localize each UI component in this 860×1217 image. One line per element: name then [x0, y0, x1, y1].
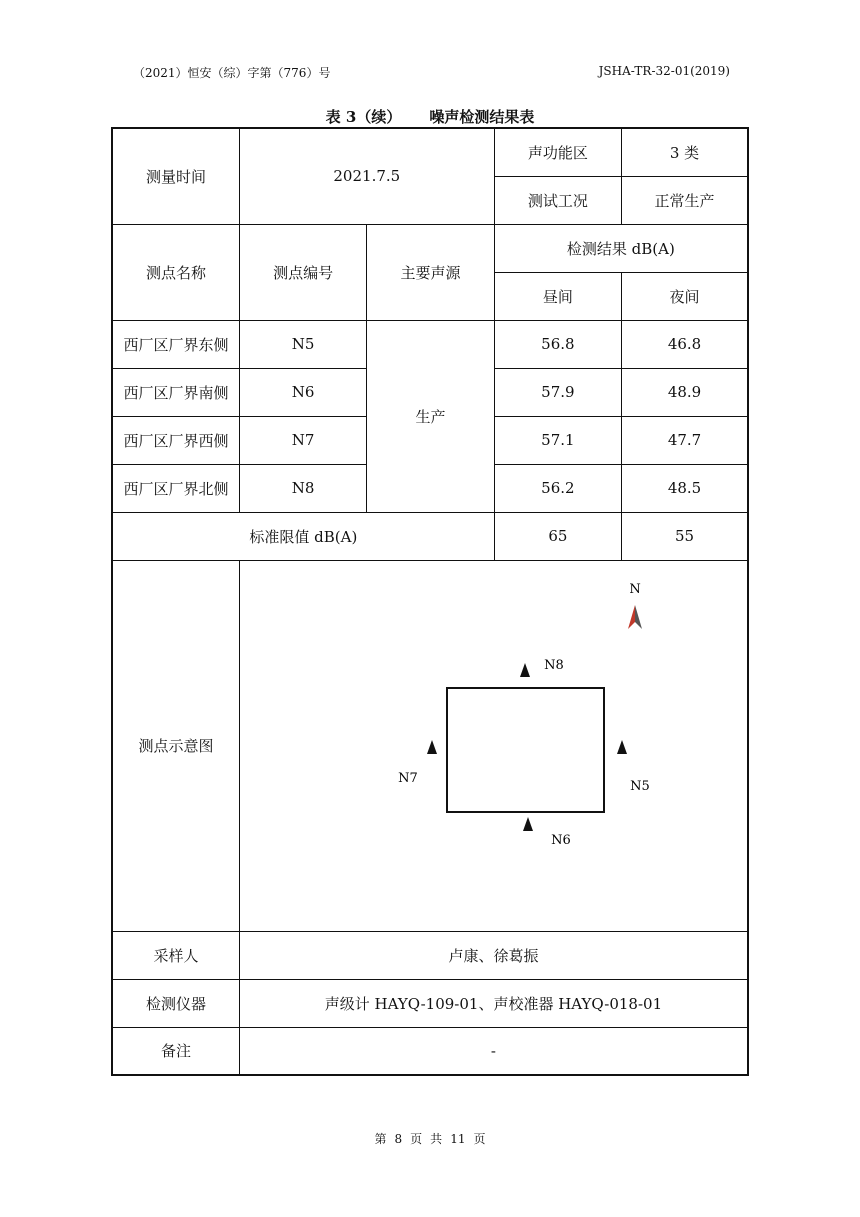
table-number: 表 3（续）: [325, 108, 402, 126]
n8-label: N8: [544, 657, 564, 673]
time-label: 测量时间: [112, 128, 239, 224]
n8-marker-icon: [520, 663, 530, 677]
point-name: 西厂区厂界西侧: [112, 416, 239, 464]
day-value: 57.1: [494, 416, 621, 464]
point-id: N7: [239, 416, 366, 464]
diagram-cell: [239, 560, 748, 931]
total-pages: 11: [450, 1132, 466, 1146]
point-name: 西厂区厂界北侧: [112, 464, 239, 512]
day-value: 56.8: [494, 320, 621, 368]
instrument-value: 声级计 HAYQ-109-01、声校准器 HAYQ-018-01: [239, 979, 748, 1027]
n7-label: N7: [398, 770, 418, 786]
page-footer: [0, 1130, 860, 1147]
total-unit: 页: [473, 1132, 486, 1146]
night-value: 48.9: [622, 368, 748, 416]
point-id: N8: [239, 464, 366, 512]
condition-value: 正常生产: [622, 176, 748, 224]
n5-marker-icon: [617, 740, 627, 754]
plant-boundary: [447, 688, 604, 812]
sampler-label: 采样人: [112, 931, 239, 979]
page-unit: 页: [410, 1132, 423, 1146]
col-result: 检测结果 dB(A): [494, 224, 748, 272]
day-value: 57.9: [494, 368, 621, 416]
limit-day: 65: [494, 512, 621, 560]
north-label: N: [629, 581, 641, 597]
n6-label: N6: [551, 832, 571, 848]
source-value: 生产: [367, 320, 494, 512]
n5-label: N5: [630, 778, 650, 794]
noise-result-table: [111, 127, 749, 1076]
col-source: 主要声源: [367, 224, 494, 320]
n6-marker-icon: [523, 817, 533, 831]
table-row: [112, 320, 748, 368]
point-id: N5: [239, 320, 366, 368]
remark-value: -: [239, 1027, 748, 1075]
col-day: 昼间: [494, 272, 621, 320]
night-value: 46.8: [622, 320, 748, 368]
night-value: 47.7: [622, 416, 748, 464]
day-value: 56.2: [494, 464, 621, 512]
sampler-value: 卢康、徐葛振: [239, 931, 748, 979]
time-value: 2021.7.5: [239, 128, 494, 224]
col-point-id: 测点编号: [239, 224, 366, 320]
report-number: （2021）恒安（综）字第（776）号: [133, 66, 331, 80]
page-number: 8: [394, 1132, 403, 1146]
point-name: 西厂区厂界东侧: [112, 320, 239, 368]
point-id: N6: [239, 368, 366, 416]
limit-label: 标准限值 dB(A): [112, 512, 494, 560]
point-name: 西厂区厂界南侧: [112, 368, 239, 416]
zone-value: 3 类: [622, 128, 748, 176]
table-title: [0, 106, 860, 127]
col-night: 夜间: [622, 272, 748, 320]
north-arrow-icon: [628, 605, 642, 629]
zone-label: 声功能区: [494, 128, 621, 176]
page-word: 第: [374, 1132, 387, 1146]
form-code: JSHA-TR-32-01(2019): [598, 64, 730, 78]
col-point-name: 测点名称: [112, 224, 239, 320]
night-value: 48.5: [622, 464, 748, 512]
table-name: 噪声检测结果表: [429, 108, 535, 126]
site-diagram: [240, 561, 747, 931]
condition-label: 测试工况: [494, 176, 621, 224]
limit-night: 55: [622, 512, 748, 560]
remark-label: 备注: [112, 1027, 239, 1075]
n7-marker-icon: [427, 740, 437, 754]
total-word: 共: [430, 1132, 443, 1146]
instrument-label: 检测仪器: [112, 979, 239, 1027]
diagram-label: 测点示意图: [112, 560, 239, 931]
